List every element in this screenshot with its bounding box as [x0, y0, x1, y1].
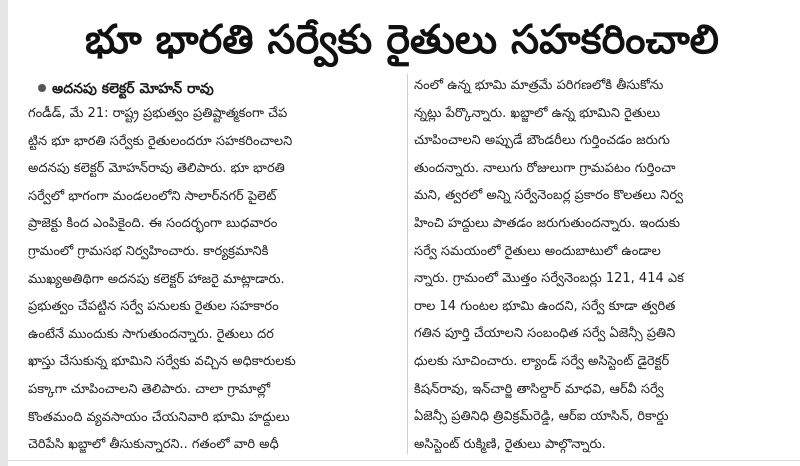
text-line: న్నారు. గ్రామంలో మొత్తం సర్వేనెంబర్లు 121, 414 ఎక [414, 271, 684, 287]
text-line: కిషన్‌రావు, ఇన్‌చార్జి తాసిల్దార్ మాధవి, ఆర్‌వీ సర్వే [414, 381, 664, 397]
text-line: తుందన్నారు. నాలుగు రోజులుగా గ్రామపటం గుర్తించా [414, 160, 676, 176]
text-line: గతిన పూర్తి చేయాలని సంబంధిత సర్వే ఏజెన్సీ ప్రతిని [414, 326, 676, 342]
left-margin-strip [0, 0, 8, 466]
text-line: గ్రామంలో గ్రామసభ నిర్వహించారు. కార్యక్రమానికి [28, 243, 269, 259]
text-line: ముఖ్యఅతిథిగా అదనపు కలెక్టర్ హాజరై మాట్లాడారు. [28, 271, 285, 287]
byline [38, 78, 214, 100]
byline-text: అదనపు కలెక్టర్ మోహన్ రావు [52, 81, 214, 97]
headline: భూ భారతి సర్వేకు రైతులు సహకరించాలి [84, 17, 720, 63]
text-line: ఏజెన్సీ ప్రతినిధి త్రివిక్రమ్‌రెడ్డి, ఆర్‌ఐ యాసిన్, రికార్డు [414, 409, 669, 425]
bottom-rule [8, 460, 800, 461]
text-line: ఖాస్తు చేసుకున్న భూమిని సర్వేకు వచ్చిన అధికారులకు [28, 354, 296, 370]
text-line: సర్వే సమయంలో రైతులు అందుబాటులో ఉండాల [414, 243, 661, 259]
text-line: కొంతమంది వ్యవసాయం చేయనివారి భూమి హద్దులు [28, 409, 290, 425]
text-line: న్నట్లు పేర్కొన్నారు. ఖబ్జాలో ఉన్న భూమిని రైతులు [414, 105, 661, 121]
text-line: ప్రాజెక్టు కింద ఎంపికైంది. ఈ సందర్భంగా బుధవారం [28, 216, 278, 232]
text-line: నంలో ఉన్న భూమి మాత్రమే పరిగణలోకి తీసుకోను [414, 78, 664, 93]
text-line: హించి హద్దులు పాతడం జరుగుతుందన్నారు. ఇందుకు [414, 215, 680, 231]
text-line: ఉంటేనే ముందుకు సాగుతుందన్నారు. రైతులు దర [28, 326, 274, 342]
bullet-icon [38, 84, 46, 92]
text-line: ప్రభుత్వం చేపట్టిన సర్వే పనులకు రైతుల సహకారం [28, 299, 279, 315]
text-line: సర్వేలో భాగంగా మండలంలోని సాలార్‌నగర్ పైలెట్ [28, 188, 277, 204]
text-line: అదనపు కలెక్టర్ మోహన్‌రావు తెలిపారు. భూ భారతి [28, 161, 285, 177]
column-divider [407, 74, 408, 454]
text-line: చెరిపేసి ఖబ్జాలో తీసుకున్నారని.. గతంలో వారి అధీ [28, 437, 279, 453]
article-column-left [28, 100, 402, 460]
text-line: పక్కాగా చూపించాలని తెలిపారు. చాలా గ్రామాల్లో [28, 381, 271, 397]
text-line: ధులకు సూచించారు. ల్యాండ్ సర్వే అసిస్టెంట్ డైరెక్టర్ [414, 353, 670, 369]
text-line: గండీడ్, మే 21: రాష్ట్ర ప్రభుత్వం ప్రతిష్టాత్మకంగా చేప [28, 106, 288, 121]
text-line: రాల 14 గుంటల భూమి ఉందని, సర్వే కూడా త్వరిత [414, 298, 676, 314]
text-line: మని, త్వరలో అన్ని సర్వేనెంబర్ల ప్రకారం కొలతలు నిర్వ [414, 188, 684, 204]
text-line: అసిస్టెంట్ రుక్మిణి, రైతులు పాల్గొన్నారు. [414, 436, 606, 452]
text-line: చూపించాలని అప్పుడే బౌండరీలు గుర్తించడం జరుగు [414, 133, 670, 149]
text-line: ట్టిన భూ భారతి సర్వేకు రైతులందరూ సహకరించాలని [28, 133, 293, 149]
article-column-right [414, 72, 792, 460]
